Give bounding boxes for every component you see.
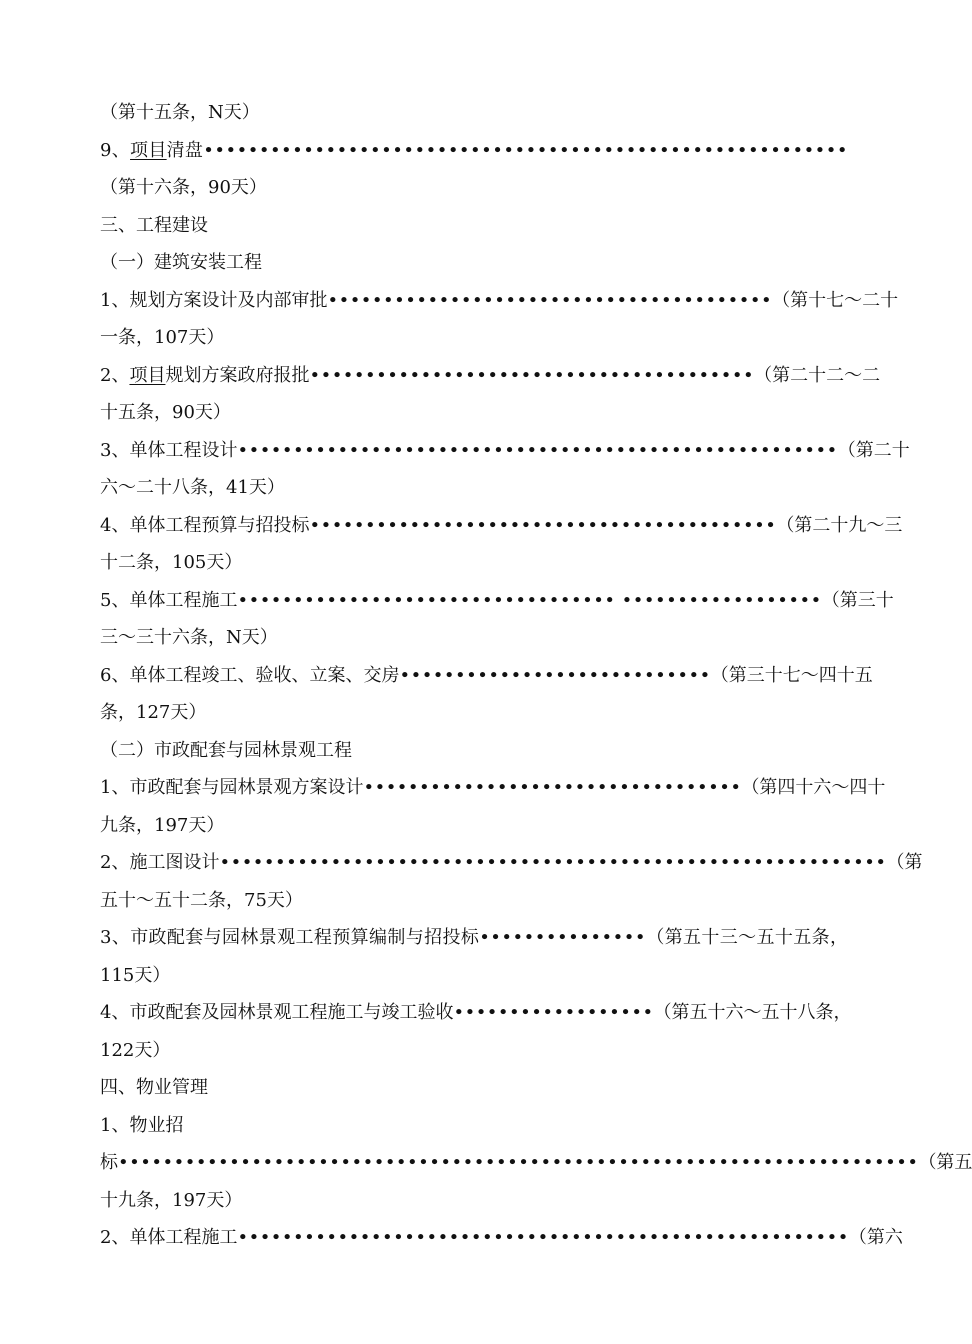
toc-text: 3、市政配套与园林景观工程预算编制与招投标 <box>100 927 480 948</box>
toc-line <box>100 1182 848 1220</box>
section-heading <box>100 1069 848 1107</box>
toc-text: 十九条，197天） <box>100 1189 243 1211</box>
toc-text: （第十六条，90天） <box>100 177 267 198</box>
toc-line <box>100 357 881 395</box>
toc-line <box>100 882 848 920</box>
toc-underlined-text: 项目 <box>129 364 166 386</box>
toc-line <box>100 94 848 132</box>
toc-text: 4、市政配套及园林景观工程施工与竣工验收 <box>100 1002 454 1023</box>
toc-number: 2、 <box>100 364 130 386</box>
toc-line <box>100 282 899 320</box>
toc-text: （第十五条，N天） <box>100 102 260 123</box>
toc-text: 一条，107天） <box>100 327 225 348</box>
toc-number: 9、 <box>100 139 131 161</box>
toc-line <box>100 169 848 207</box>
toc-text: 九条，197天） <box>100 814 225 836</box>
toc-line <box>100 394 848 432</box>
toc-text: 三、工程建设 <box>100 214 208 236</box>
toc-text: 1、物业招 <box>100 1114 184 1136</box>
toc-reference: （第三十七～四十五 <box>710 664 873 686</box>
toc-line <box>100 1219 903 1257</box>
toc-line <box>100 807 848 845</box>
toc-text: 3、单体工程设计 <box>100 439 238 461</box>
toc-line <box>100 994 852 1032</box>
toc-reference: （第五十六～五十八条， <box>653 1002 852 1023</box>
toc-content <box>100 94 972 1257</box>
toc-line <box>100 844 923 882</box>
toc-line <box>100 432 910 470</box>
toc-text: 标 <box>100 1152 118 1173</box>
toc-leader-dots: •••••••••••••••••••••••••••••••••••••••••••••••••••••••••••••••••••••••• <box>118 1152 919 1173</box>
toc-reference: （第二十九～三 <box>776 514 903 536</box>
toc-text: 三～三十六条，N天） <box>100 627 278 648</box>
toc-line <box>100 1032 848 1070</box>
toc-line <box>100 919 848 957</box>
toc-text: （一）建筑安装工程 <box>100 252 262 273</box>
toc-leader-dots: ••••••••••••••••••••••••••••••••••••••••••••••••••••••• <box>237 1227 849 1248</box>
toc-line <box>100 507 903 545</box>
toc-line <box>100 582 894 620</box>
toc-line <box>100 769 886 807</box>
toc-reference: （第十七～二十 <box>772 289 899 311</box>
toc-reference: （第五十三～五十五条， <box>645 927 849 948</box>
toc-leader-dots: •••••••••••••••••••••••••••••••••• •••••••••••••••••• <box>237 589 822 611</box>
toc-line <box>100 544 848 582</box>
toc-text: 五十～五十二条，75天） <box>100 889 303 911</box>
toc-leader-dots: ••••••••••••••• <box>479 927 646 948</box>
toc-text: （二）市政配套与园林景观工程 <box>100 739 352 761</box>
toc-underlined-text: 项目 <box>130 139 167 161</box>
toc-text: 四、物业管理 <box>100 1077 208 1098</box>
toc-line <box>100 957 848 995</box>
toc-reference: （第五 <box>918 1152 972 1173</box>
toc-text: 122天） <box>100 1039 171 1061</box>
toc-line <box>100 469 848 507</box>
toc-text: 条，127天） <box>100 702 207 723</box>
toc-text: 115天） <box>100 964 171 986</box>
subsection-heading <box>100 244 848 282</box>
toc-text: 规划方案政府报批 <box>165 364 310 386</box>
toc-leader-dots: •••••••••••••••••••••••••••••••••••••••••••••••••••••••••• <box>203 139 849 161</box>
toc-text: 清盘 <box>166 139 204 161</box>
toc-reference: （第 <box>886 852 923 873</box>
toc-leader-dots: •••••••••••••••••• <box>453 1002 654 1023</box>
toc-leader-dots: •••••••••••••••••••••••••••••••••• <box>363 777 742 798</box>
toc-text: 六～二十八条，41天） <box>100 477 285 498</box>
toc-text: 十五条，90天） <box>100 402 231 423</box>
toc-text: 1、市政配套与园林景观方案设计 <box>100 777 364 798</box>
toc-reference: （第三十 <box>821 589 894 611</box>
toc-line <box>100 694 848 732</box>
toc-leader-dots: •••••••••••••••••••••••••••••••••••••••• <box>309 364 755 386</box>
toc-reference: （第二十二～二 <box>754 364 881 386</box>
toc-text: 6、单体工程竣工、验收、立案、交房 <box>100 664 400 686</box>
subsection-heading <box>100 732 848 770</box>
toc-reference: （第二十 <box>837 439 910 461</box>
toc-line <box>100 132 848 170</box>
toc-reference: （第六 <box>848 1227 903 1248</box>
toc-text: 2、施工图设计 <box>100 852 220 873</box>
toc-line <box>100 319 848 357</box>
toc-leader-dots: •••••••••••••••••••••••••••••••••••••••• <box>327 289 773 311</box>
toc-leader-dots: •••••••••••••••••••••••••••••••••••••••••• <box>309 514 777 536</box>
toc-text: 十二条，105天） <box>100 552 243 573</box>
toc-text: 2、单体工程施工 <box>100 1227 238 1248</box>
toc-text: 4、单体工程预算与招投标 <box>100 514 310 536</box>
toc-line <box>100 619 848 657</box>
toc-reference: （第四十六～四十 <box>741 777 886 798</box>
toc-leader-dots: •••••••••••••••••••••••••••••••••••••••••••••••••••••• <box>237 439 838 461</box>
toc-line <box>100 657 873 695</box>
toc-text: 5、单体工程施工 <box>100 589 238 611</box>
toc-leader-dots: •••••••••••••••••••••••••••• <box>399 664 711 686</box>
toc-leader-dots: •••••••••••••••••••••••••••••••••••••••••••••••••••••••••••• <box>219 852 887 873</box>
section-heading <box>100 207 848 245</box>
toc-line <box>100 1144 972 1182</box>
toc-line <box>100 1107 848 1145</box>
toc-text: 1、规划方案设计及内部审批 <box>100 289 328 311</box>
